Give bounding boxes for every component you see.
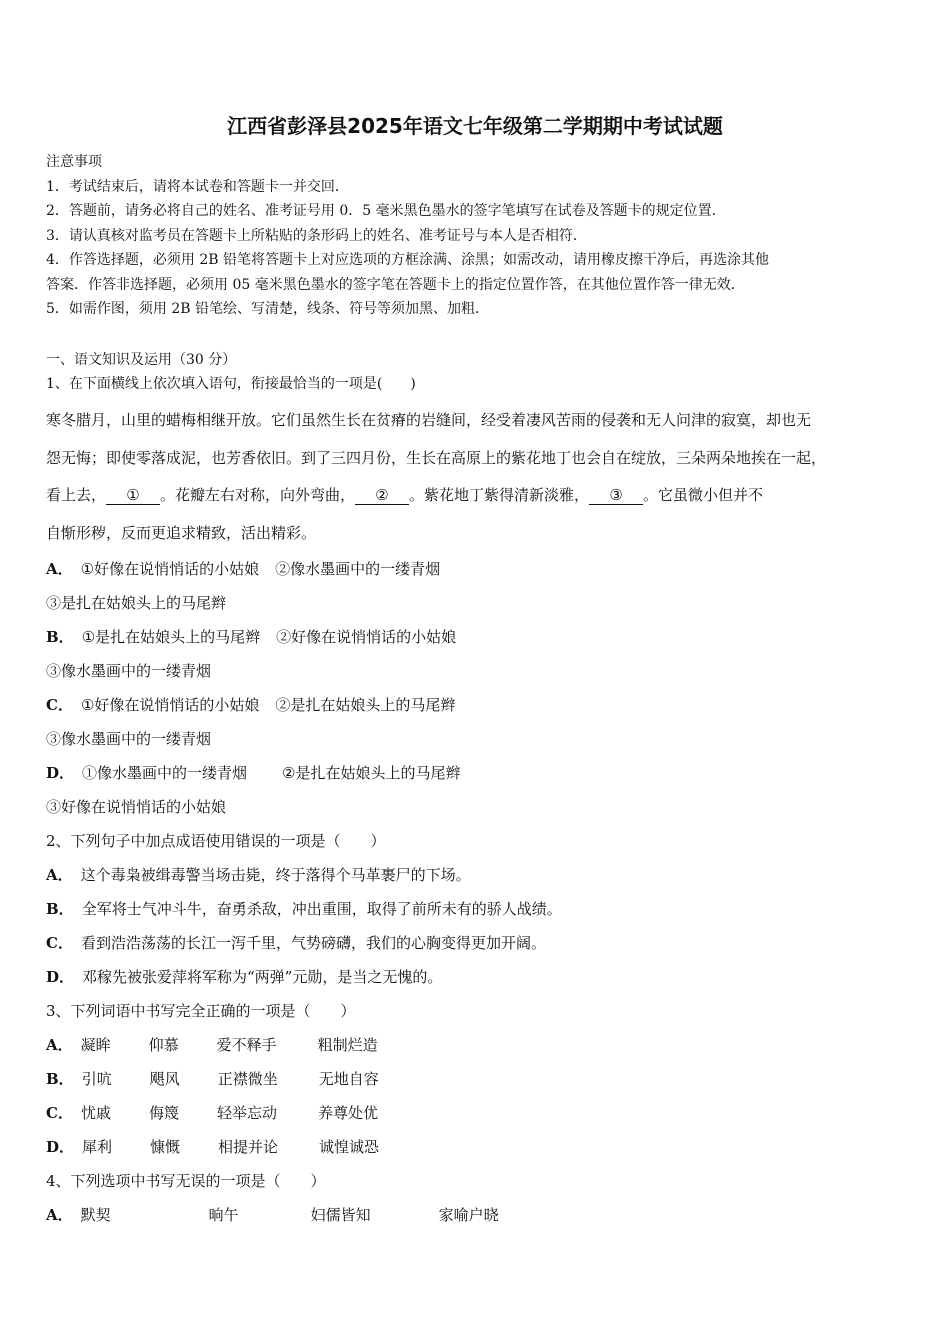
option-c: C． 忧戚 侮篾 轻举忘动 养尊处优 (46, 1104, 378, 1122)
passage-line: 怨无悔；即使零落成泥，也芳香依旧。到了三四月份，生长在高原上的紫花地丁也会自在绽放，三朵两朵地挨在一起， (46, 448, 827, 467)
passage-line (46, 477, 910, 515)
section-heading: 一、语文知识及运用（30 分） (46, 352, 237, 368)
option-a: A． 这个毒枭被缉毒警当场击毙，终于落得个马革裹尸的下场。 (46, 866, 471, 884)
blank-2: ② (355, 486, 409, 505)
option-a: A． 凝眸 仰慕 爱不释手 粗制烂造 (46, 1036, 378, 1054)
blank-1: ① (106, 486, 160, 505)
option-c: C． 看到浩浩荡荡的长江一泻千里，气势磅礴，我们的心胸变得更加开阔。 (46, 934, 546, 952)
passage-text: 。紫花地丁紫得清新淡雅， (409, 486, 590, 504)
option-b: B． 引吭 飓风 正襟微坐 无地自容 (46, 1070, 379, 1088)
question-1-stem: 1、在下面横线上依次填入语句，衔接最恰当的一项是( ) (46, 376, 416, 392)
notice-heading: 注意事项 (46, 154, 102, 170)
question-4-stem: 4、下列选项中书写无误的一项是（ ） (46, 1172, 326, 1190)
option-b: B． 全军将士气冲斗牛，奋勇杀敌，冲出重围，取得了前所未有的骄人战绩。 (46, 900, 562, 918)
blank-3: ③ (589, 486, 643, 505)
option-c-cont: ③像水墨画中的一缕青烟 (46, 730, 212, 748)
notice-item: 1．考试结束后，请将本试卷和答题卡一并交回． (46, 178, 349, 195)
passage-text: 。花瓣左右对称，向外弯曲， (160, 486, 356, 504)
option-a: A． 默契 晌午 妇儒皆知 家喻户晓 (46, 1206, 499, 1224)
questions (46, 348, 910, 1232)
option-d: D． 犀利 慷慨 相提并论 诚惶诚恐 (46, 1138, 380, 1156)
option-d: D． ①像水墨画中的一缕青烟 ②是扎在姑娘头上的马尾辫 (46, 764, 461, 782)
notice-block (46, 150, 908, 322)
option-d: D． 邓稼先被张爱萍将军称为“两弹”元勋，是当之无愧的。 (46, 968, 443, 986)
question-3-stem: 3、下列词语中书写完全正确的一项是（ ） (46, 1002, 356, 1020)
notice-item: 3．请认真核对监考员在答题卡上所粘贴的条形码上的姓名、准考证号与本人是否相符． (46, 227, 587, 244)
question-2-stem: 2、下列句子中加点成语使用错误的一项是（ ） (46, 832, 386, 850)
option-a: A． ①好像在说悄悄话的小姑娘 ②像水墨画中的一缕青烟 (46, 560, 441, 578)
option-b-cont: ③像水墨画中的一缕青烟 (46, 662, 212, 680)
passage-line: 寒冬腊月，山里的蜡梅相继开放。它们虽然生长在贫瘠的岩缝间，经受着凄风苦雨的侵袭和无人问津的寂寞，却也无 (46, 411, 812, 429)
option-a-cont: ③是扎在姑娘头上的马尾辫 (46, 594, 227, 612)
notice-item: 2．答题前，请务必将自己的姓名、准考证号用 0．5 毫米黑色墨水的签字笔填写在试卷及答题卡的规定位置． (46, 203, 726, 219)
option-b: B． ①是扎在姑娘头上的马尾辫 ②好像在说悄悄话的小姑娘 (46, 628, 457, 646)
notice-item: 4．作答选择题，必须用 2B 铅笔将答题卡上对应选项的方框涂满、涂黑；如需改动，请用橡皮擦干净后，再选涂其他 (46, 252, 769, 268)
passage-text: 看上去， (46, 486, 107, 504)
notice-item: 答案．作答非选择题，必须用 05 毫米黑色墨水的签字笔在答题卡上的指定位置作答，在其他位置作答一律无效． (46, 276, 745, 293)
question-1-passage (46, 402, 910, 552)
page-title: 江西省彭泽县2025年语文七年级第二学期期中考试试题 (227, 114, 723, 138)
option-c: C． ①好像在说悄悄话的小姑娘 ②是扎在姑娘头上的马尾辫 (46, 696, 456, 714)
passage-text: 。它虽微小但并不 (643, 486, 764, 504)
notice-item: 5．如需作图，须用 2B 铅笔绘、写清楚，线条、符号等须加黑、加粗． (46, 301, 490, 317)
option-d-cont: ③好像在说悄悄话的小姑娘 (46, 798, 227, 816)
passage-line: 自惭形秽，反而更追求精致，活出精彩。 (46, 523, 317, 542)
